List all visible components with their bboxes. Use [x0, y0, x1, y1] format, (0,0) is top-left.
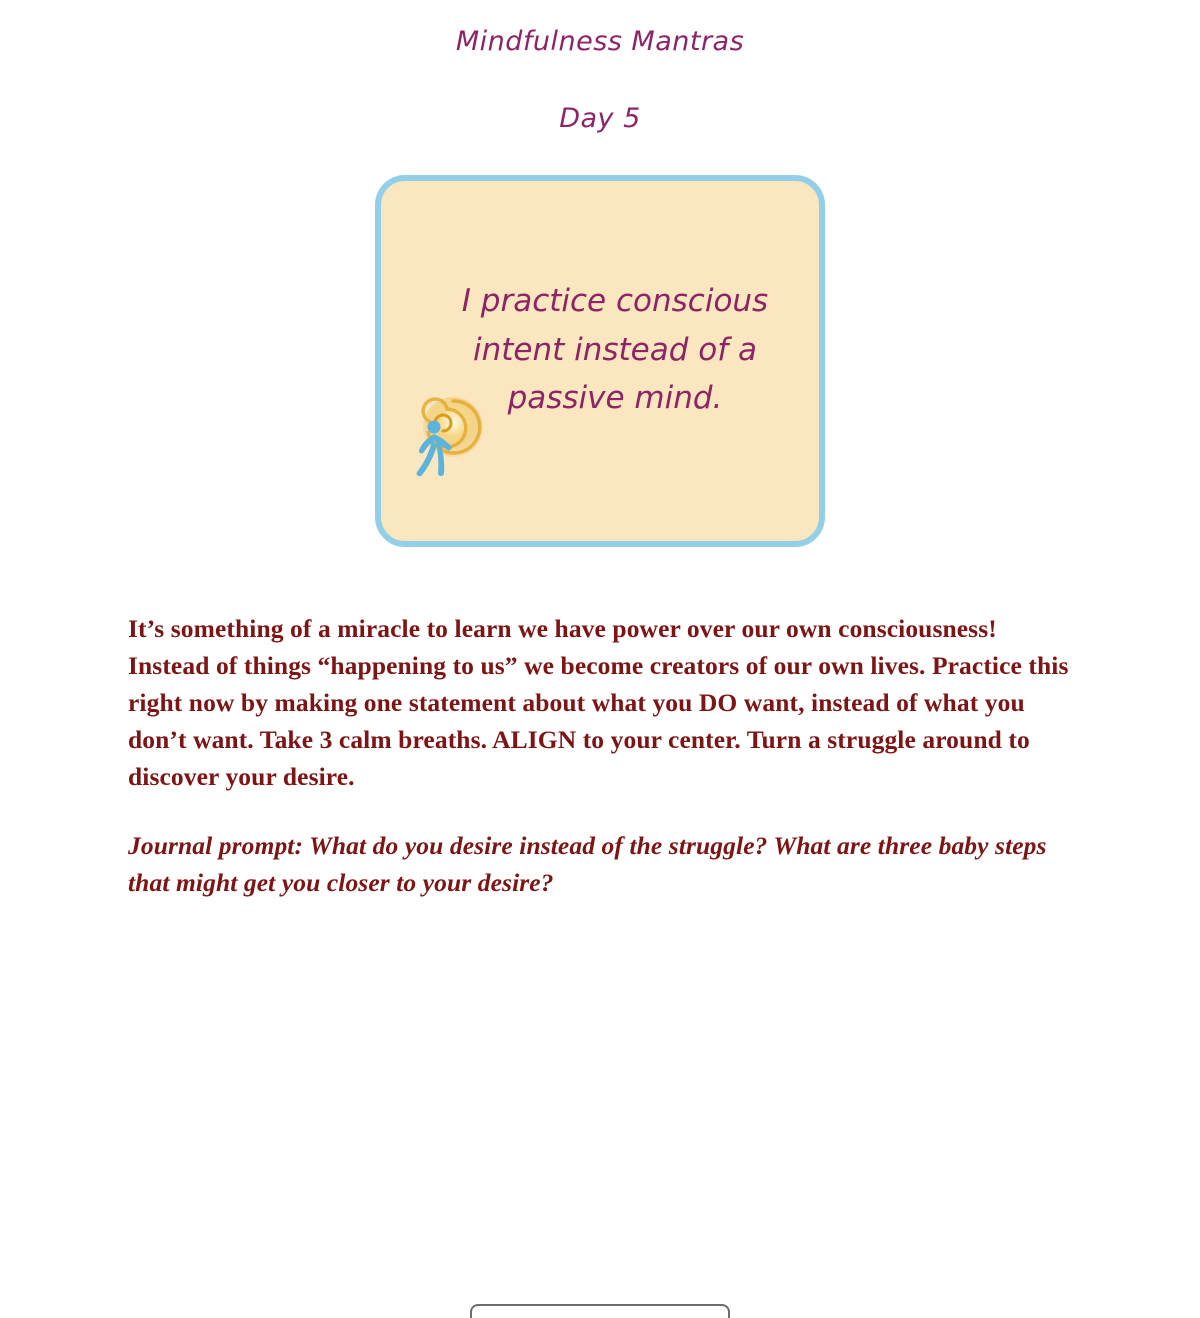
day-label: Day 5: [559, 103, 641, 134]
journal-prompt-paragraph: Journal prompt: What do you desire instead of the struggle? What are three baby steps that might get you closer to your desire?: [128, 830, 1047, 897]
bottom-bar: [0, 1304, 1200, 1318]
mantra-card-container: [0, 175, 1200, 547]
content-body: [128, 611, 1072, 902]
mantra-card: [375, 175, 825, 547]
body-paragraph: It’s something of a miracle to learn we have power over our own consciousness! Instead of things “happening to us” we become creators of our own lives. Practice this right now by making one statement about what you DO want, instead of what you don’t want. Take 3 calm breaths. ALIGN to your center. Turn a struggle around to discover your desire.: [128, 614, 1069, 791]
mantra-text: I practice conscious intent instead of a passive mind.: [461, 282, 769, 417]
home-indicator[interactable]: [470, 1304, 730, 1318]
page-title: Mindfulness Mantras: [455, 26, 745, 57]
